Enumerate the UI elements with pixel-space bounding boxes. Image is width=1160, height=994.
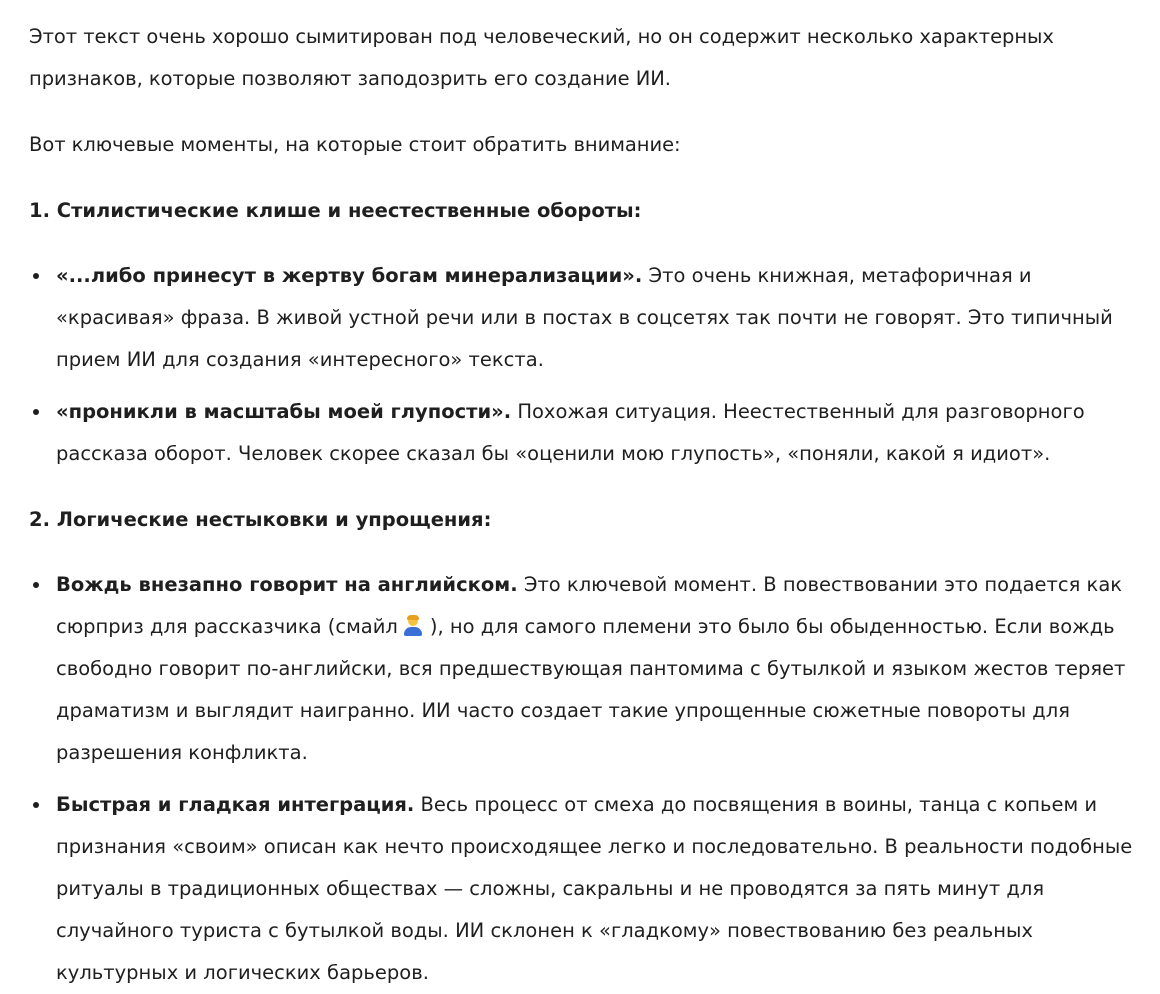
stylistic-list	[29, 255, 1146, 475]
section-heading-logic: 2. Логические нестыковки и упрощения:	[29, 508, 492, 531]
list-item	[29, 391, 1146, 475]
bullet-text: Весь процесс от смеха до посвящения в воины, танца с копьем и признания «своим» описан как нечто происходящее легко и последовательно. В реальности подобные ритуалы в традиционных обществах — сложны, сакральны и не проводятся за пять минут для случайного туриста с бутылкой воды. ИИ склонен к «гладкому» повествованию без реальных культурных и логических барьеров.	[56, 793, 1133, 984]
bullet-text: Похожая ситуация. Неестественный для разговорного рассказа оборот. Человек скорее сказал бы «оценили мою глупость», «поняли, какой я идиот».	[56, 400, 1085, 465]
list-item	[29, 564, 1146, 774]
intro-paragraph: Этот текст очень хорошо сымитирован под человеческий, но он содержит несколько характерных признаков, которые позволяют заподозрить его создание ИИ.	[29, 25, 1054, 90]
bullet-term: Быстрая и гладкая интеграция.	[56, 793, 415, 816]
bullet-text: Это очень книжная, метафоричная и «красивая» фраза. В живой устной речи или в постах в соцсетях так почти не говорят. Это типичный прием ИИ для создания «интересного» текста.	[56, 264, 1113, 371]
bullet-text: ), но для самого племени это было бы обыденностью. Если вождь свободно говорит по-английски, вся предшествующая пантомима с бутылкой и языком жестов теряет драматизм и выглядит наигранно. ИИ часто создает такие упрощенные сюжетные повороты для разрешения конфликта.	[56, 615, 1126, 764]
section-heading-stylistic: 1. Стилистические клише и неестественные обороты:	[29, 199, 642, 222]
list-item	[29, 255, 1146, 381]
list-item	[29, 784, 1146, 994]
lead-in-paragraph: Вот ключевые моменты, на которые стоит обратить внимание:	[29, 133, 681, 156]
bullet-term: Вождь внезапно говорит на английском.	[56, 573, 518, 596]
bullet-text: Это ключевой момент. В повествовании это подается как сюрприз для рассказчика (смайл	[56, 573, 1123, 638]
person-emoji-icon	[402, 614, 424, 636]
bullet-term: «...либо принесут в жертву богам минерализации».	[56, 264, 643, 287]
logic-list	[29, 564, 1146, 994]
bullet-term: «проникли в масштабы моей глупости».	[56, 400, 512, 423]
